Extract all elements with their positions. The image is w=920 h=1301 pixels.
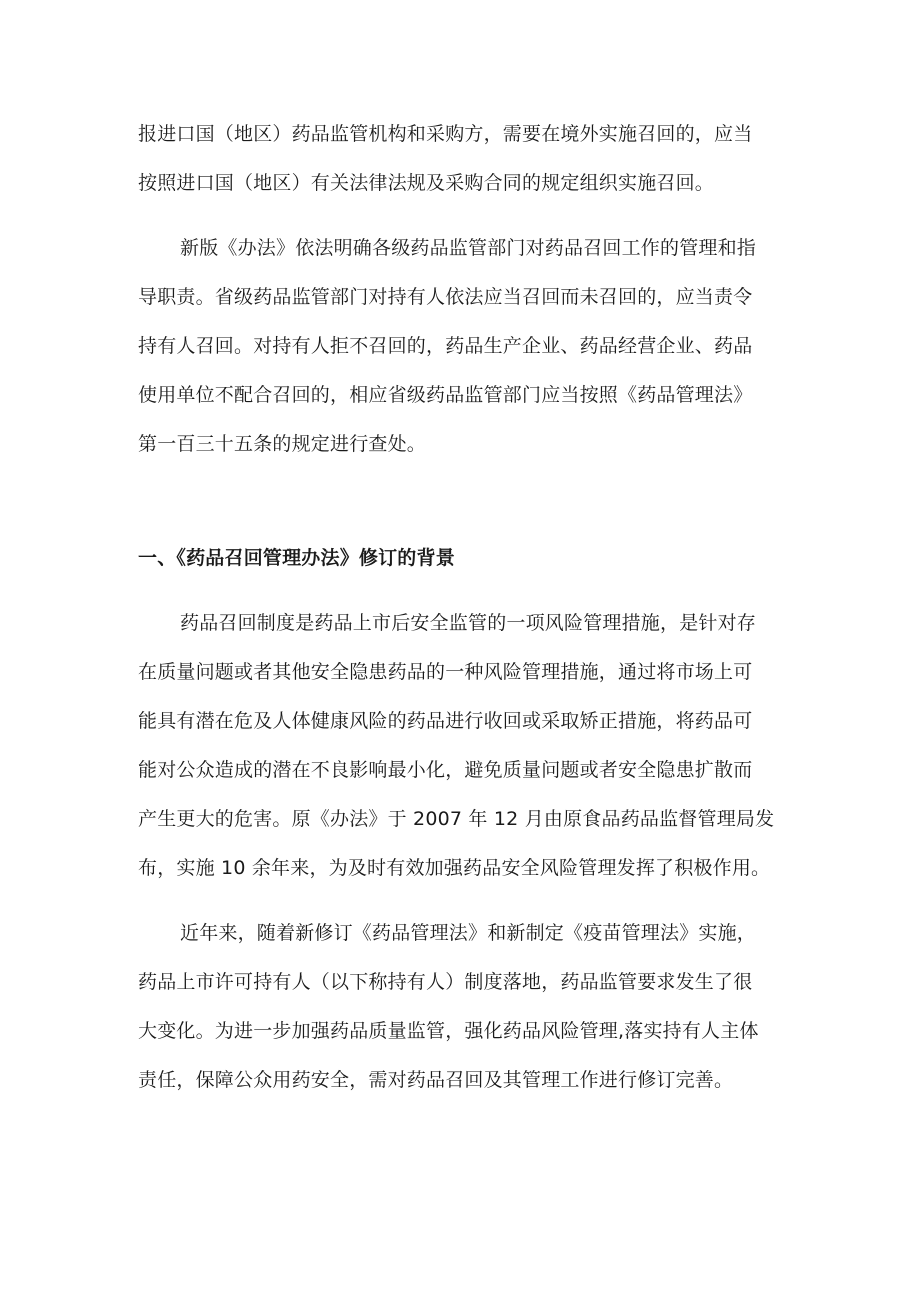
- paragraph-3-line-2: 在质量问题或者其他安全隐患药品的一种风险管理措施，通过将市场上可: [138, 661, 753, 683]
- paragraph-4-line-4: 责任，保障公众用药安全，需对药品召回及其管理工作进行修订完善。: [138, 1069, 734, 1091]
- paragraph-3-line-4: 能对公众造成的潜在不良影响最小化，避免质量问题或者安全隐患扩散而: [138, 759, 753, 781]
- paragraph-4-line-1: 近年来，随着新修订《药品管理法》和新制定《疫苗管理法》实施，: [180, 922, 757, 944]
- paragraph-3-line-5: 产生更大的危害。原《办法》于 2007 年 12 月由原食品药品监督管理局发: [138, 808, 775, 830]
- section-heading: 一、《药品召回管理办法》修订的背景: [138, 547, 455, 569]
- paragraph-3-line-3: 能具有潜在危及人体健康风险的药品进行收回或采取矫正措施，将药品可: [138, 710, 753, 732]
- paragraph-2-line-3: 持有人召回。对持有人拒不召回的，药品生产企业、药品经营企业、药品: [138, 335, 753, 357]
- paragraph-4-line-3: 大变化。为进一步加强药品质量监管，强化药品风险管理,落实持有人主体: [138, 1020, 759, 1042]
- paragraph-2-line-5: 第一百三十五条的规定进行查处。: [138, 433, 427, 455]
- paragraph-2-line-2: 导职责。省级药品监管部门对持有人依法应当召回而未召回的，应当责令: [138, 286, 753, 308]
- paragraph-4-line-2: 药品上市许可持有人（以下称持有人）制度落地，药品监管要求发生了很: [138, 971, 753, 993]
- paragraph-1-line-2: 按照进口国（地区）有关法律法规及采购合同的规定组织实施召回。: [138, 172, 715, 194]
- paragraph-3-line-6: 布，实施 10 余年来，为及时有效加强药品安全风险管理发挥了积极作用。: [138, 857, 771, 879]
- paragraph-1-line-1: 报进口国（地区）药品监管机构和采购方，需要在境外实施召回的，应当: [138, 123, 753, 145]
- paragraph-2-line-1: 新版《办法》依法明确各级药品监管部门对药品召回工作的管理和指: [180, 237, 757, 259]
- paragraph-2-line-4: 使用单位不配合召回的，相应省级药品监管部门应当按照《药品管理法》: [138, 384, 753, 406]
- paragraph-3-line-1: 药品召回制度是药品上市后安全监管的一项风险管理措施，是针对存: [180, 612, 757, 634]
